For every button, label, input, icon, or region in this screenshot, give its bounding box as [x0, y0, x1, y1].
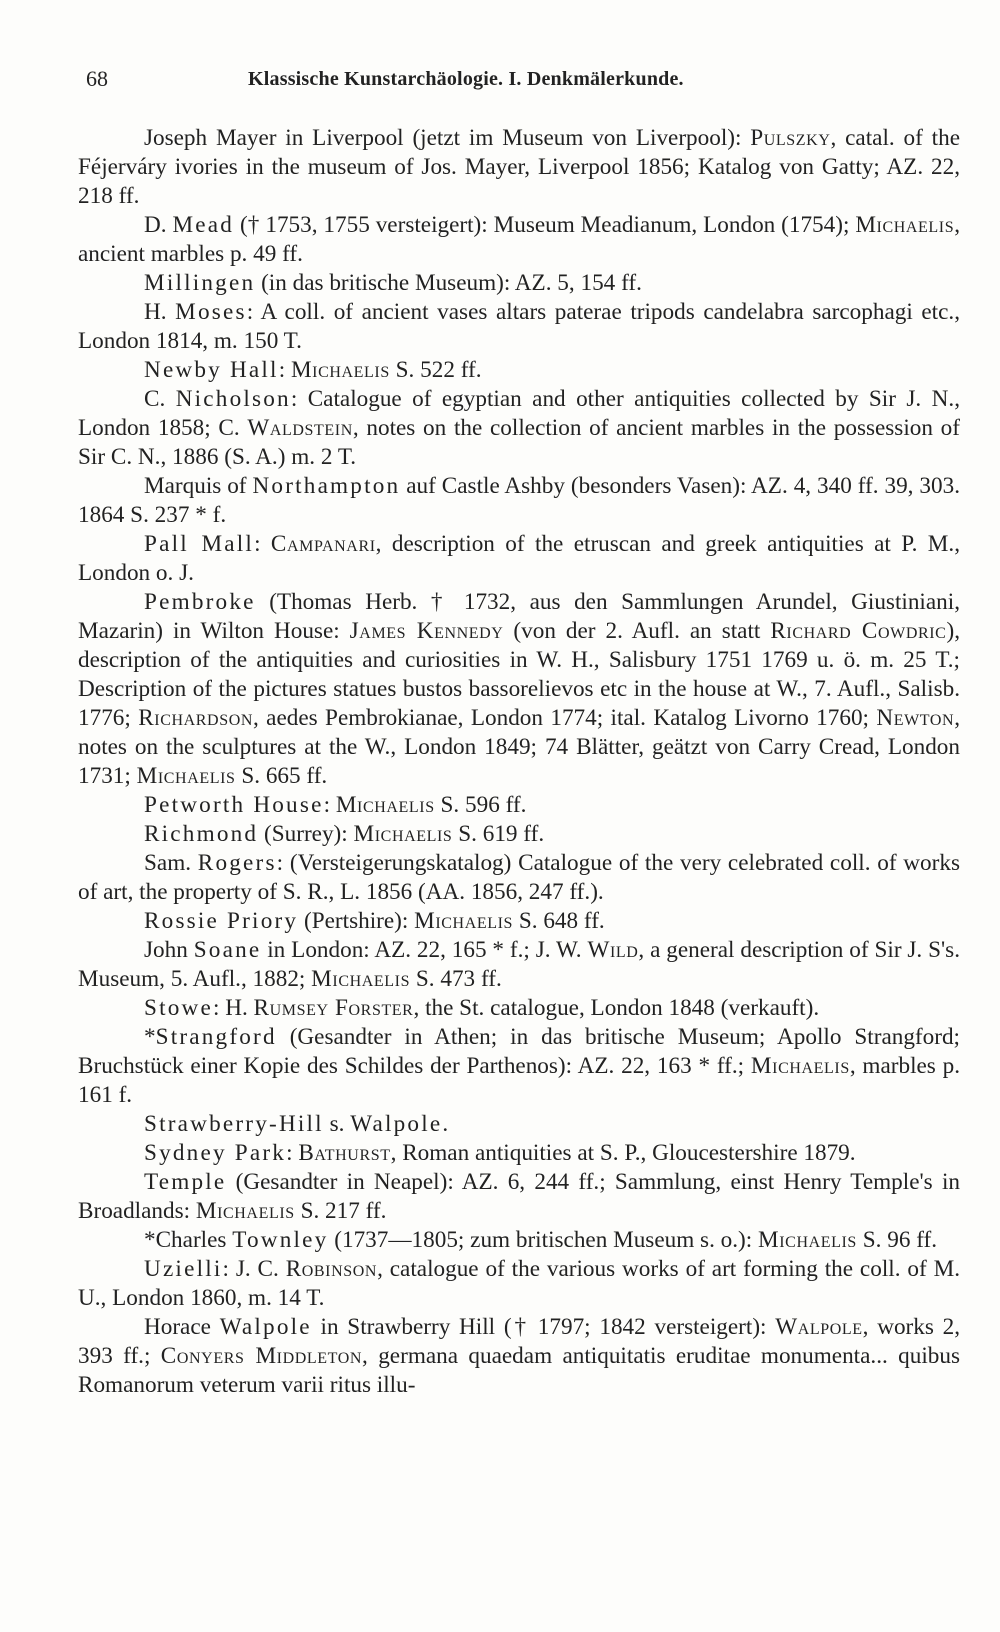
author-name: Michaelis — [855, 212, 955, 238]
entry-text: S. 217 ff. — [294, 1198, 387, 1224]
entry-text: (Pertshire): — [298, 908, 415, 934]
entry-keyword: Rogers — [197, 850, 277, 876]
entry-text: , notes on the sculptures at the W., London 1849; 74 Blätter, geätzt von Carry Cread, London 1731; — [78, 705, 960, 789]
entry-text: S. 665 ff. — [235, 763, 328, 789]
entry — [78, 1139, 960, 1168]
entry-keyword: Moses — [175, 299, 247, 325]
entry-keyword: Millingen — [144, 270, 256, 296]
entry-keyword: Newby Hall — [144, 357, 279, 383]
author-name: Campanari — [270, 531, 376, 557]
author-name: Michaelis — [353, 821, 453, 847]
entry — [78, 907, 960, 936]
entry-text: in London: AZ. 22, 165 * f.; J. W. — [261, 937, 588, 963]
entry-text: * — [144, 1024, 156, 1050]
entry — [78, 1255, 960, 1313]
entry-text: , notes on the collection of ancient marbles in the possession of Sir C. N., 1886 (S. A.) m. 2 T. — [78, 415, 960, 470]
entry-text: s. — [323, 1111, 351, 1137]
entry-text: : — [323, 792, 336, 818]
entry-text: D. — [144, 212, 173, 238]
entry-text: , works 2, 393 ff.; — [78, 1314, 961, 1369]
author-name: Michaelis — [335, 792, 435, 818]
entry-text: , marbles p. 161 f. — [78, 1053, 961, 1108]
entry-text: : — [254, 531, 271, 557]
entry-text: S. 96 ff. — [856, 1227, 938, 1253]
entry-keyword: Townley — [232, 1227, 329, 1253]
entry — [78, 1023, 960, 1110]
author-name: James Kennedy — [349, 618, 504, 644]
entry-text: , germana quaedam antiquitatis eruditae monumenta... quibus Romanorum veterum varii ritus illu- — [78, 1343, 961, 1398]
author-name: Walpole — [775, 1314, 863, 1340]
entry — [78, 124, 960, 211]
entry-text: S. 619 ff. — [452, 821, 545, 847]
entry-keyword: Temple — [144, 1169, 227, 1195]
entry-text: , the St. catalogue, London 1848 (verkauft). — [413, 995, 820, 1021]
entry-keyword: Walpole — [350, 1111, 443, 1137]
author-name: Pulszky — [750, 125, 831, 151]
entry-text: S. 522 ff. — [389, 357, 482, 383]
entry — [78, 298, 960, 356]
entry-text: († 1753, 1755 versteigert): Museum Meadianum, London (1754); — [234, 212, 856, 238]
author-name: Newton — [876, 705, 955, 731]
entry-keyword: Uzielli — [144, 1256, 223, 1282]
entry-text: (Thomas Herb. † 1732, aus den Sammlungen Arundel, Giustiniani, Mazarin) in Wilton House: — [78, 589, 960, 644]
entry — [78, 588, 960, 791]
entry-keyword: Mead — [172, 212, 235, 238]
entry-text: : H. — [212, 995, 254, 1021]
entry-text: in Strawberry Hill († 1797; 1842 versteigert): — [311, 1314, 776, 1340]
entry-keyword: Strangford — [155, 1024, 277, 1050]
entry-text: (1737—1805; zum britischen Museum s. o.): — [328, 1227, 759, 1253]
entry-keyword: Petworth House — [144, 792, 324, 818]
entry-text: (Surrey): — [258, 821, 354, 847]
entry-keyword: Nicholson — [175, 386, 291, 412]
author-name: Richardson — [138, 705, 254, 731]
entry-text: C. — [144, 386, 176, 412]
entry-text: : — [278, 357, 291, 383]
entry-keyword: Northampton — [252, 473, 401, 499]
author-name: Waldstein — [247, 415, 353, 441]
entry — [78, 385, 960, 472]
author-name: Michaelis — [414, 908, 514, 934]
entry — [78, 849, 960, 907]
author-name: Michaelis — [290, 357, 390, 383]
entry — [78, 1110, 960, 1139]
entry — [78, 1168, 960, 1226]
entry-keyword: Pall Mall — [144, 531, 255, 557]
entry-text: , description of the etruscan and greek antiquities at P. M., London o. J. — [78, 531, 961, 586]
entry-text: Joseph Mayer in Liverpool (jetzt im Museum von Liverpool): — [144, 125, 751, 151]
entry-keyword: Stowe — [144, 995, 213, 1021]
entry-text: : (Versteigerungskatalog) Catalogue of the very celebrated coll. of works of art, the property of S. R., L. 1856 (AA. 1856, 247 ff.). — [78, 850, 960, 905]
entry-text: S. 648 ff. — [513, 908, 605, 934]
entry-text: Horace — [144, 1314, 220, 1340]
entry-text: , aedes Pembrokianae, London 1774; ital. Katalog Livorno 1760; — [253, 705, 877, 731]
entry-text: , catal. of the Féjerváry ivories in the museum of Jos. Mayer, Liverpool 1856; Katalog von Gatty; AZ. 22, 218 ff. — [78, 125, 961, 209]
entry-text: : A coll. of ancient vases altars paterae tripods candelabra sarcophagi etc., London 1814, m. 150 T. — [78, 299, 960, 354]
entry — [78, 1226, 960, 1255]
collection-entries — [78, 124, 960, 1400]
author-name: Conyers Middleton — [160, 1343, 363, 1369]
entry — [78, 472, 960, 530]
entry-text: : — [286, 1140, 299, 1166]
entry — [78, 994, 960, 1023]
entry-keyword: Walpole — [219, 1314, 312, 1340]
entry-text: John — [144, 937, 194, 963]
entry-text: S. 473 ff. — [410, 966, 502, 992]
running-title: Klassische Kunstarchäologie. I. Denkmälerkunde. — [248, 68, 684, 90]
entry-text: *Charles — [144, 1227, 233, 1253]
entry — [78, 269, 960, 298]
author-name: Rumsey Forster — [253, 995, 414, 1021]
entry-keyword: Richmond — [144, 821, 259, 847]
entry — [78, 791, 960, 820]
entry-text: , Roman antiquities at S. P., Gloucestershire 1879. — [390, 1140, 856, 1166]
entry — [78, 1313, 960, 1400]
author-name: Michaelis — [758, 1227, 857, 1253]
author-name: Richard Cowdric — [770, 618, 947, 644]
entry-text: , ancient marbles p. 49 ff. — [78, 212, 961, 267]
entry — [78, 211, 960, 269]
author-name: Michaelis — [750, 1053, 850, 1079]
author-name: Michaelis — [195, 1198, 295, 1224]
entry-text: S. 596 ff. — [434, 792, 527, 818]
author-name: Robinson — [285, 1256, 378, 1282]
author-name: Michaelis — [311, 966, 411, 992]
entry-text: . — [442, 1111, 449, 1137]
entry-text: (in das britische Museum): AZ. 5, 154 ff. — [255, 270, 642, 296]
entry-text: H. — [144, 299, 176, 325]
entry-text: (Gesandter in Athen; in das britische Museum; Apollo Strangford; Bruchstück einer Kopie des Schildes der Parthenos): AZ. 22, 163 * ff.; — [78, 1024, 960, 1079]
entry-keyword: Rossie Priory — [144, 908, 299, 934]
entry — [78, 356, 960, 385]
entry-text: : J. C. — [222, 1256, 286, 1282]
entry — [78, 820, 960, 849]
entry-text: (Gesandter in Neapel): AZ. 6, 244 ff.; Sammlung, einst Henry Temple's in Broadlands: — [78, 1169, 960, 1224]
entry-keyword: Pembroke — [144, 589, 256, 615]
author-name: Wild — [587, 937, 639, 963]
entry — [78, 530, 960, 588]
author-name: Michaelis — [136, 763, 236, 789]
entry-keyword: Sydney Park — [144, 1140, 287, 1166]
page-header — [78, 62, 960, 96]
entry-keyword: Strawberry-Hill — [144, 1111, 324, 1137]
entry-keyword: Soane — [193, 937, 262, 963]
author-name: Bathurst — [298, 1140, 391, 1166]
entry — [78, 936, 960, 994]
entry-text: Marquis of — [144, 473, 253, 499]
entry-text: Sam. — [144, 850, 198, 876]
entry-text: , catalogue of the various works of art forming the coll. of M. U., London 1860, m. 14 T. — [78, 1256, 960, 1311]
document-page — [78, 62, 960, 1400]
page-number: 68 — [86, 66, 108, 91]
entry-text: auf Castle Ashby (besonders Vasen): AZ. 4, 340 ff. 39, 303. 1864 S. 237 * f. — [78, 473, 960, 528]
entry-text: : Catalogue of egyptian and other antiquities collected by Sir J. N., London 1858; C. — [78, 386, 961, 441]
entry-text: (von der 2. Aufl. an statt — [503, 618, 771, 644]
entry-text: , a general description of Sir J. S's. Museum, 5. Aufl., 1882; — [78, 937, 961, 992]
entry-text: ), description of the antiquities and curiosities in W. H., Salisbury 1751 1769 u. ö. m. 25 T.; Description of the pictures statues bustos bassorelievos etc in the house at W., 7. Aufl., Salisb. 1776; — [78, 618, 960, 731]
